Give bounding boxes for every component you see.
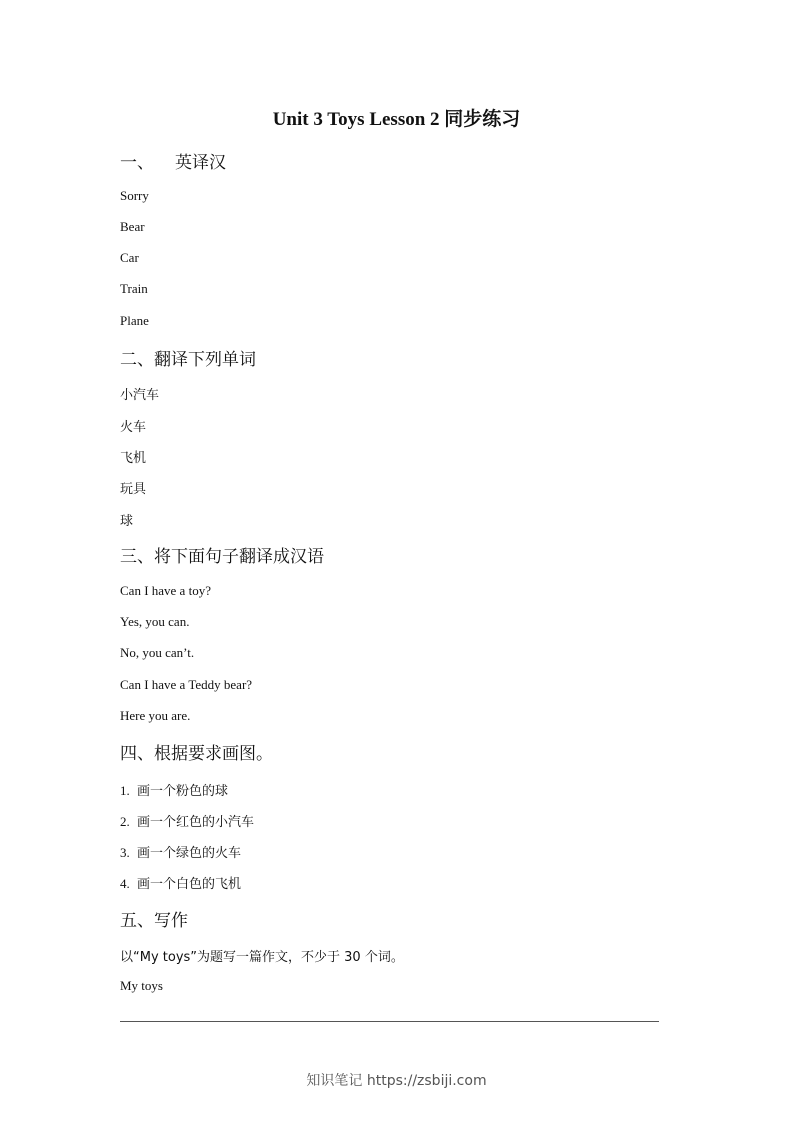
list-item: 玩具 (120, 482, 147, 497)
list-item (120, 842, 241, 861)
list-item: Here you are. (120, 708, 191, 723)
section-3-heading: 三、将下面句子翻译成汉语 (120, 547, 324, 567)
page-title: Unit 3 Toys Lesson 2 同步练习 (272, 109, 521, 130)
item-text: 画一个绿色的火车 (137, 846, 242, 861)
list-item: Can I have a toy? (120, 583, 211, 598)
item-text: 画一个粉色的球 (137, 784, 229, 799)
item-number: 2. (120, 814, 130, 829)
essay-title: My toys (120, 978, 163, 993)
item-number: 1. (120, 783, 130, 798)
list-item: Bear (120, 219, 145, 234)
section-4-heading: 四、根据要求画图。 (120, 744, 273, 764)
list-item: Car (120, 250, 139, 265)
writing-instruction: 以“My toys”为题写一篇作文，不少于 30 个词。 (120, 950, 404, 965)
section-1-number: 一、 (120, 153, 154, 173)
section-1-heading (120, 148, 226, 173)
item-text: 画一个白色的飞机 (137, 877, 242, 892)
list-item: 球 (120, 514, 134, 529)
list-item: Yes, you can. (120, 614, 190, 629)
item-number: 4. (120, 876, 130, 891)
list-item: 火车 (120, 420, 147, 435)
item-number: 3. (120, 845, 130, 860)
list-item (120, 873, 241, 892)
list-item: No, you can’t. (120, 645, 195, 660)
list-item: Sorry (120, 188, 149, 203)
list-item: 小汽车 (120, 388, 160, 403)
list-item: Train (120, 281, 148, 296)
section-1-title: 英译汉 (175, 153, 226, 173)
answer-line (120, 1021, 659, 1022)
list-item: Plane (120, 313, 149, 328)
list-item: 飞机 (120, 451, 147, 466)
list-item: Can I have a Teddy bear? (120, 677, 253, 692)
item-text: 画一个红色的小汽车 (137, 815, 255, 830)
list-item (120, 780, 228, 799)
list-item (120, 811, 254, 830)
section-5-heading: 五、写作 (120, 911, 188, 931)
footer-watermark: 知识笔记 https://zsbiji.com (306, 1073, 487, 1089)
section-2-heading: 二、翻译下列单词 (120, 350, 256, 370)
